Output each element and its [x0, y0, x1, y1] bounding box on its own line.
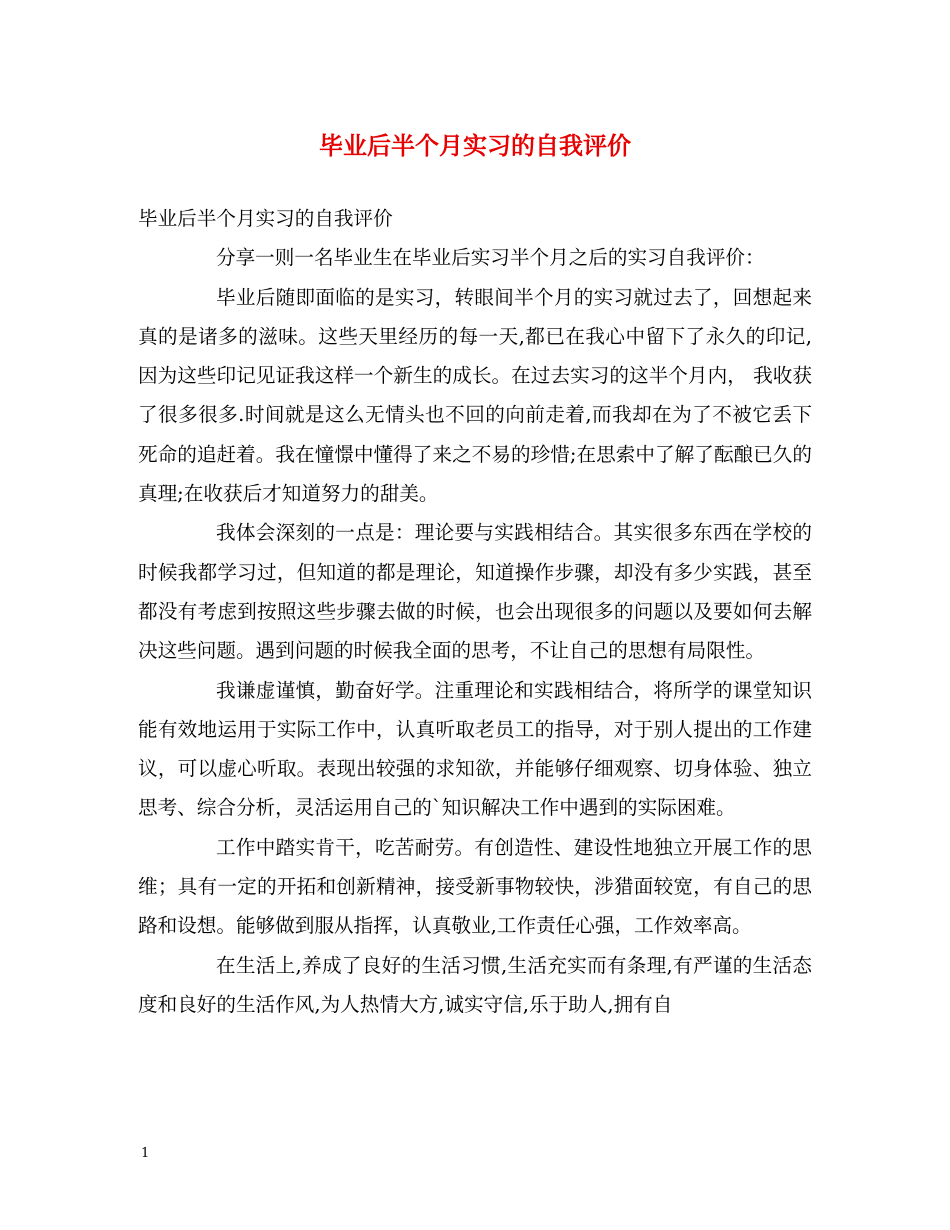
paragraph-theory-practice: 我体会深刻的一点是：理论要与实践相结合。其实很多东西在学校的时候我都学习过，但知道的都是理论，知道操作步骤，却没有多少实践，甚至都没有考虑到按照这些步骤去做的时候，也会出现很多的问题以及要如何去解决这些问题。遇到问题的时候我全面的思考，不让自己的思想有局限性。: [138, 521, 812, 663]
paragraph-hardworking: 工作中踏实肯干，吃苦耐劳。有创造性、建设性地独立开展工作的思维；具有一定的开拓和创新精神，接受新事物较快，涉猎面较宽，有自己的思路和设想。能够做到服从指挥，认真敬业,工作责任心强，工作效率高。: [138, 835, 812, 938]
paragraph-intro: 分享一则一名毕业生在毕业后实习半个月之后的实习自我评价：: [216, 246, 765, 270]
paragraph-humble-diligent: 我谦虚谨慎，勤奋好学。注重理论和实践相结合，将所学的课堂知识能有效地运用于实际工作中，认真听取老员工的指导，对于别人提出的工作建议，可以虚心听取。表现出较强的求知欲，并能够仔细观察、切身体验、独立思考、综合分析，灵活运用自己的`知识解决工作中遇到的实际困难。: [138, 678, 812, 820]
subtitle: 毕业后半个月实习的自我评价: [138, 207, 393, 230]
paragraph-life-habits: 在生活上,养成了良好的生活习惯,生活充实而有条理,有严谨的生活态度和良好的生活作风,为人热情大方,诚实守信,乐于助人,拥有自: [138, 953, 812, 1016]
document-body: [138, 199, 812, 1024]
page-number: 1: [141, 1146, 150, 1161]
page-title: 毕业后半个月实习的自我评价: [319, 131, 631, 160]
paragraph-internship-reflection: 毕业后随即面临的是实习，转眼间半个月的实习就过去了，回想起来真的是诸多的滋味。这些天里经历的每一天,都已在我心中留下了永久的印记,因为这些印记见证我这样一个新生的成长。在过去实习的这半个月内， 我收获了很多很多.时间就是这么无情头也不回的向前走着,而我却在为了不被它丢下死命的追赶着。我在憧憬中懂得了来之不易的珍惜;在思索中了解了酝酿已久的真理;在收获后才知道努力的甜美。: [138, 285, 812, 506]
